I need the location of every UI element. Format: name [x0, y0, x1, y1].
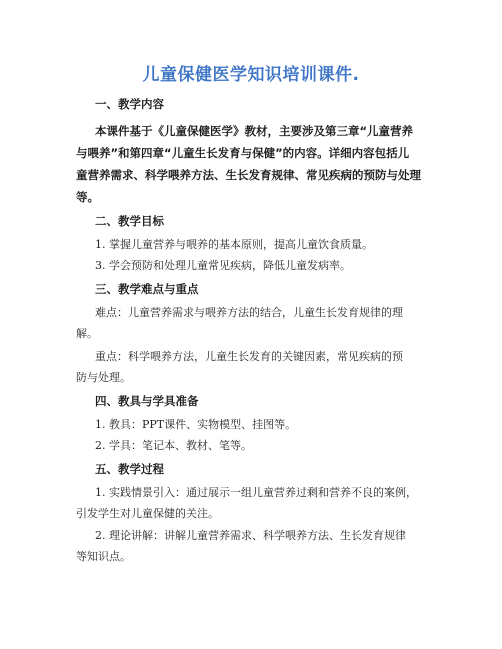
paragraph-line: 等。 — [76, 190, 99, 204]
section-heading-content: 一、教学内容 — [95, 97, 164, 111]
section-heading-objectives: 二、教学目标 — [95, 214, 164, 228]
paragraph-line: 1. 实践情景引入：通过展示一组儿童营养过剩和营养不良的案例， — [95, 486, 417, 499]
list-item: 1. 教具：PPT课件、实物模型、挂图等。 — [95, 418, 297, 431]
section-heading-difficulties: 三、教学难点与重点 — [95, 282, 199, 296]
paragraph-line: 难点：儿童营养需求与喂养方法的结合，儿童生长发育规律的理 — [95, 306, 403, 319]
paragraph-line: 与喂养”和第四章“儿童生长发育与保健”的内容。详细内容包括儿 — [76, 146, 410, 160]
paragraph-line: 等知识点。 — [76, 550, 131, 563]
paragraph-line: 本课件基于《儿童保健医学》教材，主要涉及第三章“儿童营养 — [95, 124, 414, 138]
paragraph-line: 防与处理。 — [76, 371, 131, 384]
paragraph-line: 解。 — [76, 327, 98, 340]
document-title: 儿童保健医学知识培训课件. — [142, 65, 360, 85]
list-item: 3. 学会预防和处理儿童常见疾病，降低儿童发病率。 — [95, 259, 351, 272]
section-heading-materials: 四、教具与学具准备 — [95, 394, 199, 408]
section-heading-process: 五、教学过程 — [95, 462, 164, 476]
paragraph-line: 童营养需求、科学喂养方法、生长发育规律、常见疾病的预防与处理 — [76, 168, 421, 182]
paragraph-line: 重点：科学喂养方法，儿童生长发育的关键因素，常见疾病的预 — [95, 350, 403, 363]
paragraph-line: 引发学生对儿童保健的关注。 — [76, 507, 219, 520]
list-item: 1. 掌握儿童营养与喂养的基本原则，提高儿童饮食质量。 — [95, 238, 373, 251]
paragraph-line: 2. 理论讲解：讲解儿童营养需求、科学喂养方法、生长发育规律 — [95, 529, 406, 542]
list-item: 2. 学具：笔记本、教材、笔等。 — [95, 439, 252, 452]
